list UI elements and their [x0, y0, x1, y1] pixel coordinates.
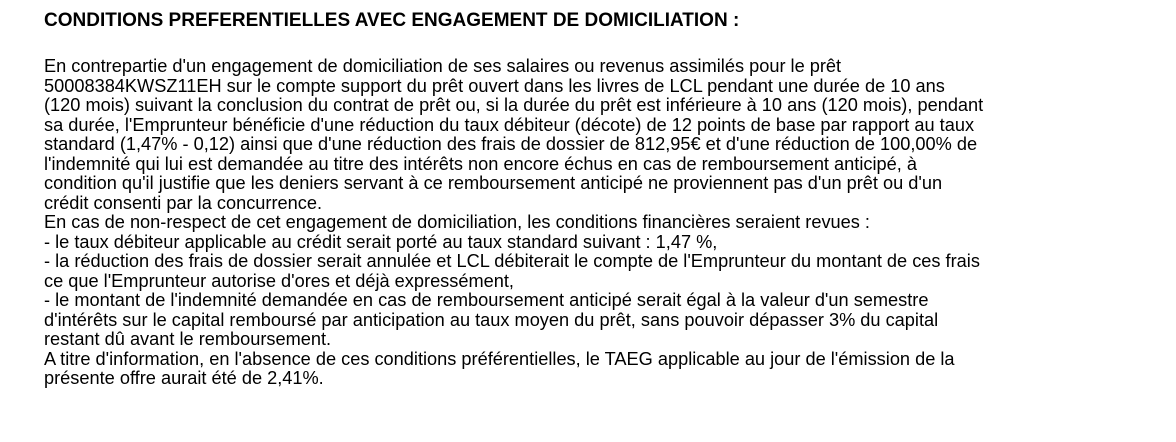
section-title: CONDITIONS PREFERENTIELLES AVEC ENGAGEMENT DE DOMICILIATION :: [44, 10, 740, 31]
body-line: condition qu'il justifie que les deniers servant à ce remboursement anticipé ne proviennent pas d'un prêt ou d'un: [44, 173, 943, 193]
body-line: standard (1,47% - 0,12) ainsi que d'une réduction des frais de dossier de 812,95€ et d'une réduction de 100,00% de: [44, 134, 978, 154]
body-line: (120 mois) suivant la conclusion du contrat de prêt ou, si la durée du prêt est inférieure à 10 ans (120 mois), pendant: [44, 95, 984, 115]
body-line: 50008384KWSZ11EH sur le compte support du prêt ouvert dans les livres de LCL pendant une durée de 10 ans: [44, 75, 945, 96]
body-line: d'intérêts sur le capital remboursé par anticipation au taux moyen du prêt, sans pouvoir dépasser 3% du capital: [44, 309, 939, 330]
body-line: - le montant de l'indemnité demandée en cas de remboursement anticipé serait égal à la valeur d'un semestre: [44, 290, 929, 310]
body-line: restant dû avant le remboursement.: [44, 329, 332, 349]
body-line: l'indemnité qui lui est demandée au titre des intérêts non encore échus en cas de remboursement anticipé, à: [44, 153, 917, 174]
document: [44, 10, 1169, 389]
section-body: [44, 57, 1169, 389]
body-line: - le taux débiteur applicable au crédit serait porté au taux standard suivant : 1,47 %,: [44, 231, 718, 252]
body-line: sa durée, l'Emprunteur bénéficie d'une réduction du taux débiteur (décote) de 12 points de base par rapport au taux: [44, 114, 975, 135]
body-line: ce que l'Emprunteur autorise d'ores et déjà expressément,: [44, 270, 514, 291]
body-line: A titre d'information, en l'absence de ces conditions préférentielles, le TAEG applicable au jour de l'émission de la: [44, 348, 955, 369]
body-line: En contrepartie d'un engagement de domiciliation de ses salaires ou revenus assimilés pour le prêt: [44, 56, 842, 76]
body-line: - la réduction des frais de dossier serait annulée et LCL débiterait le compte de l'Emprunteur du montant de ces frais: [44, 251, 980, 271]
body-line: crédit consenti par la concurrence.: [44, 192, 323, 213]
body-line: présente offre aurait été de 2,41%.: [44, 368, 324, 388]
body-line: En cas de non-respect de cet engagement de domiciliation, les conditions financières seraient revues :: [44, 212, 870, 232]
